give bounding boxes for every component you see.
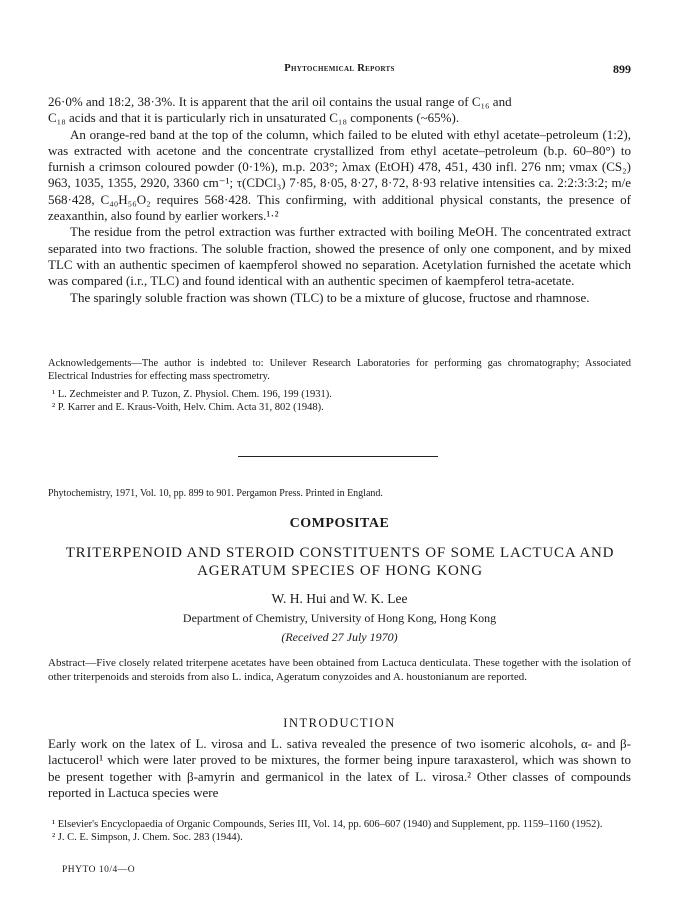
paragraph-1-line-1: 26·0% and 18:2, 38·3%. It is apparent that the aril oil contains the usual range of C₁₆ and xyxy=(48,94,512,109)
footnote-1: ¹ Elsevier's Encyclopaedia of Organic Compounds, Series III, Vol. 14, pp. 606–607 (1940) and Supplement, pp. 1159–1160 (1952). xyxy=(52,819,603,830)
page-number: 899 xyxy=(613,62,631,76)
introduction-text: Early work on the latex of L. virosa and L. sativa revealed the presence of two isomeric alcohols, α- and β-lactucerol¹ which were later proved to be mixtures, the former being inpure taraxasterol, which was shown to be present together with β-amyrin and germanicol in the latex of L. virosa.² Other classes of compounds reported in Lactuca species were xyxy=(48,736,631,800)
reference-1: ¹ L. Zechmeister and P. Tuzon, Z. Physiol. Chem. 196, 199 (1931). xyxy=(52,389,332,400)
reference-2: ² P. Karrer and E. Kraus-Voith, Helv. Chim. Acta 31, 802 (1948). xyxy=(52,402,324,413)
introduction-heading: INTRODUCTION xyxy=(283,716,396,730)
paragraph-1-line-2: C₁₈ acids and that it is particularly rich in unsaturated C₁₈ components (~65%). xyxy=(48,110,460,126)
section-heading: COMPOSITAE xyxy=(289,516,390,531)
authors: W. H. Hui and W. K. Lee xyxy=(271,591,408,606)
paragraph-4: The sparingly soluble fraction was shown (TLC) to be a mixture of glucose, fructose and rhamnose. xyxy=(70,289,590,305)
footnotes xyxy=(48,818,631,844)
article-title-line-2: AGERATUM SPECIES OF HONG KONG xyxy=(197,563,483,579)
article-title-line-1: TRITERPENOID AND STEROID CONSTITUENTS OF SOME LACTUCA AND xyxy=(65,545,615,561)
article-title xyxy=(60,544,620,580)
acknowledgements: Acknowledgements—The author is indebted to: Unilever Research Laboratories for performing gas chromatography; Associated Electrical Industries for effecting mass spectrometry. xyxy=(48,358,631,383)
received-date: (Received 27 July 1970) xyxy=(281,630,398,644)
journal-citation: Phytochemistry, 1971, Vol. 10, pp. 899 to 901. Pergamon Press. Printed in England. xyxy=(48,488,383,499)
paragraph-3: The residue from the petrol extraction was further extracted with boiling MeOH. The concentrated extract separated into two fractions. The soluble fraction, showed the presence of only one component, and by mixed TLC with an authentic specimen of kaempferol showed no separation. Acetylation furnished the acetate which was compared (i.r., TLC) and found identical with an authentic specimen of kaempferol tetra-acetate. xyxy=(48,224,631,289)
continued-body xyxy=(48,94,631,306)
abstract: Abstract—Five closely related triterpene acetates have been obtained from Lactuca denticulata. These together with the isolation of other triterpenoids and steroids from also L. indica, Ageratum conyzoides and A. houstonianum are reported. xyxy=(48,657,631,683)
affiliation: Department of Chemistry, University of Hong Kong, Hong Kong xyxy=(182,611,497,625)
footnote-2: ² J. C. E. Simpson, J. Chem. Soc. 283 (1944). xyxy=(52,832,243,843)
footer-code: PHYTO 10/4—O xyxy=(62,865,136,875)
running-title: Phytochemical Reports xyxy=(284,63,395,74)
section-divider xyxy=(238,456,438,457)
references xyxy=(48,388,631,414)
paragraph-2: An orange-red band at the top of the column, which failed to be eluted with ethyl acetate–petroleum (1:2), was extracted with acetone and the concentrate crystallized from ethyl acetate–petroleum (b.p. 60–80°) to furnish a crimson coloured powder (0·1%), m.p. 203°; λmax (EtOH) 478, 451, 430 infl. 276 nm; νmax (CS₂) 963, 1035, 1355, 2920, 3360 cm⁻¹; τ(CDCl₃) 7·85, 8·05, 8·27, 8·72, 8·93 relative intensities ca. 2:2:3:3:2; m/e 568·428, C₄₀H₅₆O₂ requires 568·428. This confirming, with additional physical constants, the presence of zeaxanthin, also found by earlier workers.¹·² xyxy=(48,126,631,224)
